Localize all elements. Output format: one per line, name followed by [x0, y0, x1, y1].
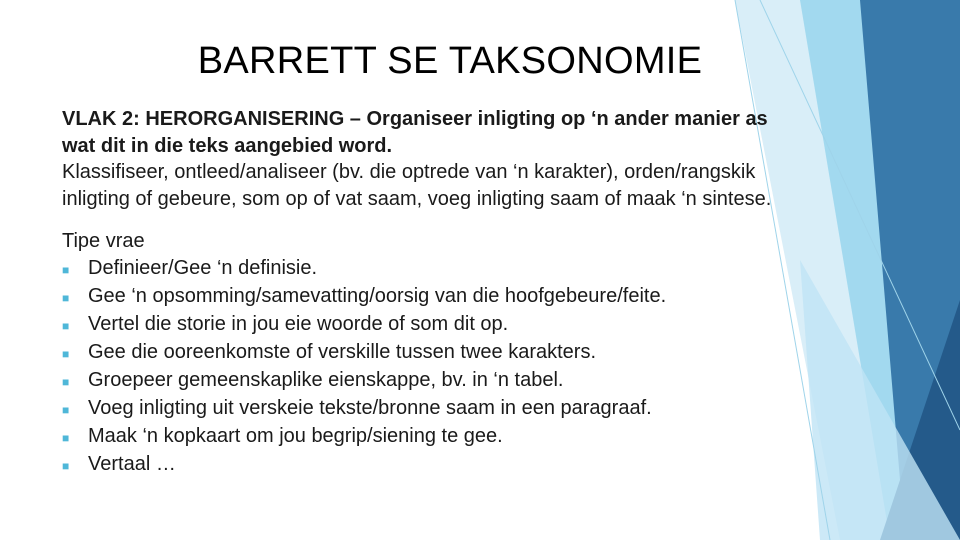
intro-paragraph	[62, 106, 802, 212]
list-item	[62, 451, 802, 479]
list-item	[62, 395, 802, 423]
list-item-text: Gee ‘n opsomming/samevatting/oorsig van die hoofgebeure/feite.	[88, 284, 667, 307]
list-item	[62, 367, 802, 395]
list-item-text: Maak ‘n kopkaart om jou begrip/siening te gee.	[88, 424, 503, 447]
question-types	[62, 228, 802, 479]
square-bullet-icon: ■	[62, 374, 70, 389]
slide-body	[62, 106, 802, 479]
square-bullet-icon: ■	[62, 458, 70, 473]
level-heading: VLAK 2: HERORGANISERING – Organiseer inligting op ‘n ander manier as wat dit in die teks aangebied word.	[62, 108, 768, 157]
square-bullet-icon: ■	[62, 430, 70, 445]
list-item	[62, 255, 802, 283]
list-item-text: Gee die ooreenkomste of verskille tussen twee karakters.	[88, 340, 597, 363]
level-description: Klassifiseer, ontleed/analiseer (bv. die optrede van ‘n karakter), orden/rangskik inligting of gebeure, som op of vat saam, voeg inligting saam of maak ‘n sintese.	[62, 161, 772, 210]
list-item	[62, 283, 802, 311]
list-item-text: Vertel die storie in jou eie woorde of som dit op.	[88, 312, 509, 335]
bullet-list	[62, 255, 802, 479]
question-types-heading: Tipe vrae	[62, 230, 145, 252]
list-item-text: Vertaal …	[88, 452, 176, 475]
square-bullet-icon: ■	[62, 262, 70, 277]
square-bullet-icon: ■	[62, 402, 70, 417]
list-item-text: Groepeer gemeenskaplike eienskappe, bv. in ‘n tabel.	[88, 368, 564, 391]
page-title: BARRETT SE TAKSONOMIE	[197, 40, 703, 82]
square-bullet-icon: ■	[62, 290, 70, 305]
list-item-text: Definieer/Gee ‘n definisie.	[88, 256, 318, 279]
list-item	[62, 423, 802, 451]
list-item-text: Voeg inligting uit verskeie tekste/bronne saam in een paragraaf.	[88, 396, 652, 419]
list-item	[62, 311, 802, 339]
square-bullet-icon: ■	[62, 318, 70, 333]
square-bullet-icon: ■	[62, 346, 70, 361]
list-item	[62, 339, 802, 367]
